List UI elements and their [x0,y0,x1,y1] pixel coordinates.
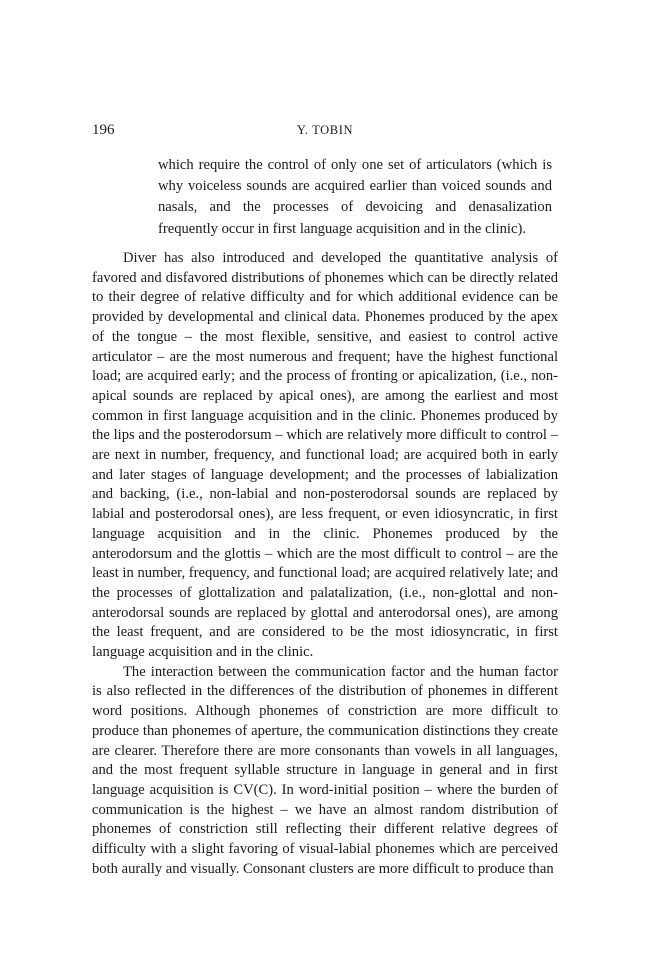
page-number: 196 [92,122,115,138]
body-paragraph-1: Diver has also introduced and developed the quantitative analysis of favored and disfavored distributions of phonemes which can be directly related to their degree of relative difficulty and for which additional evidence can be provided by developmental and clinical data. Phonemes produced by the apex of the tongue – the most flexible, sensitive, and easiest to control active articulator – are the most numerous and frequent; have the highest functional load; are acquired early; and the process of fronting or apicalization, (i.e., non-apical sounds are replaced by apical ones), are among the earliest and most common in first language acquisition and in the clinic. Phonemes produced by the lips and the posterodorsum – which are relatively more difficult to control – are next in number, frequency, and functional load; are acquired both in early and later stages of language development; and the processes of labialization and backing, (i.e., non-labial and non-posterodorsal sounds are replaced by labial and posterodorsal ones), are less frequent, or even idiosyncratic, in first language acquisition and in the clinic. Phonemes produced by the anterodorsum and the glottis – which are the most difficult to control – are the least in number, frequency, and functional load; are acquired relatively late; and the processes of glottalization and palatalization, (i.e., non-glottal and non-anterodorsal sounds are replaced by glottal and anterodorsal ones), are among the least frequent, and are considered to be the most idiosyncratic, in first language acquisition and in the clinic. [92,250,558,661]
running-title: Y. TOBIN [296,123,354,137]
block-quote: which require the control of only one set of articulators (which is why voiceless sounds are acquired earlier than voiced sounds and nasals, and the processes of devoicing and denasalization frequently occur in first language acquisition and in the clinic). [158,157,552,237]
body-text [92,249,558,880]
running-head [92,122,558,142]
body-paragraph-2: The interaction between the communication factor and the human factor is also reflected in the differences of the distribution of phonemes in different word positions. Although phonemes of constriction are more difficult to produce than phonemes of aperture, the communication distinctions they create are clearer. Therefore there are more consonants than vowels in all languages, and the most frequent syllable structure in language in general and in first language acquisition is CV(C). In word-initial position – where the burden of communication is the highest – we have an almost random distribution of phonemes of constriction still reflecting their different relative degrees of difficulty with a slight favoring of visual-labial phonemes which are perceived both aurally and visually. Consonant clusters are more difficult to produce than [92,663,558,877]
